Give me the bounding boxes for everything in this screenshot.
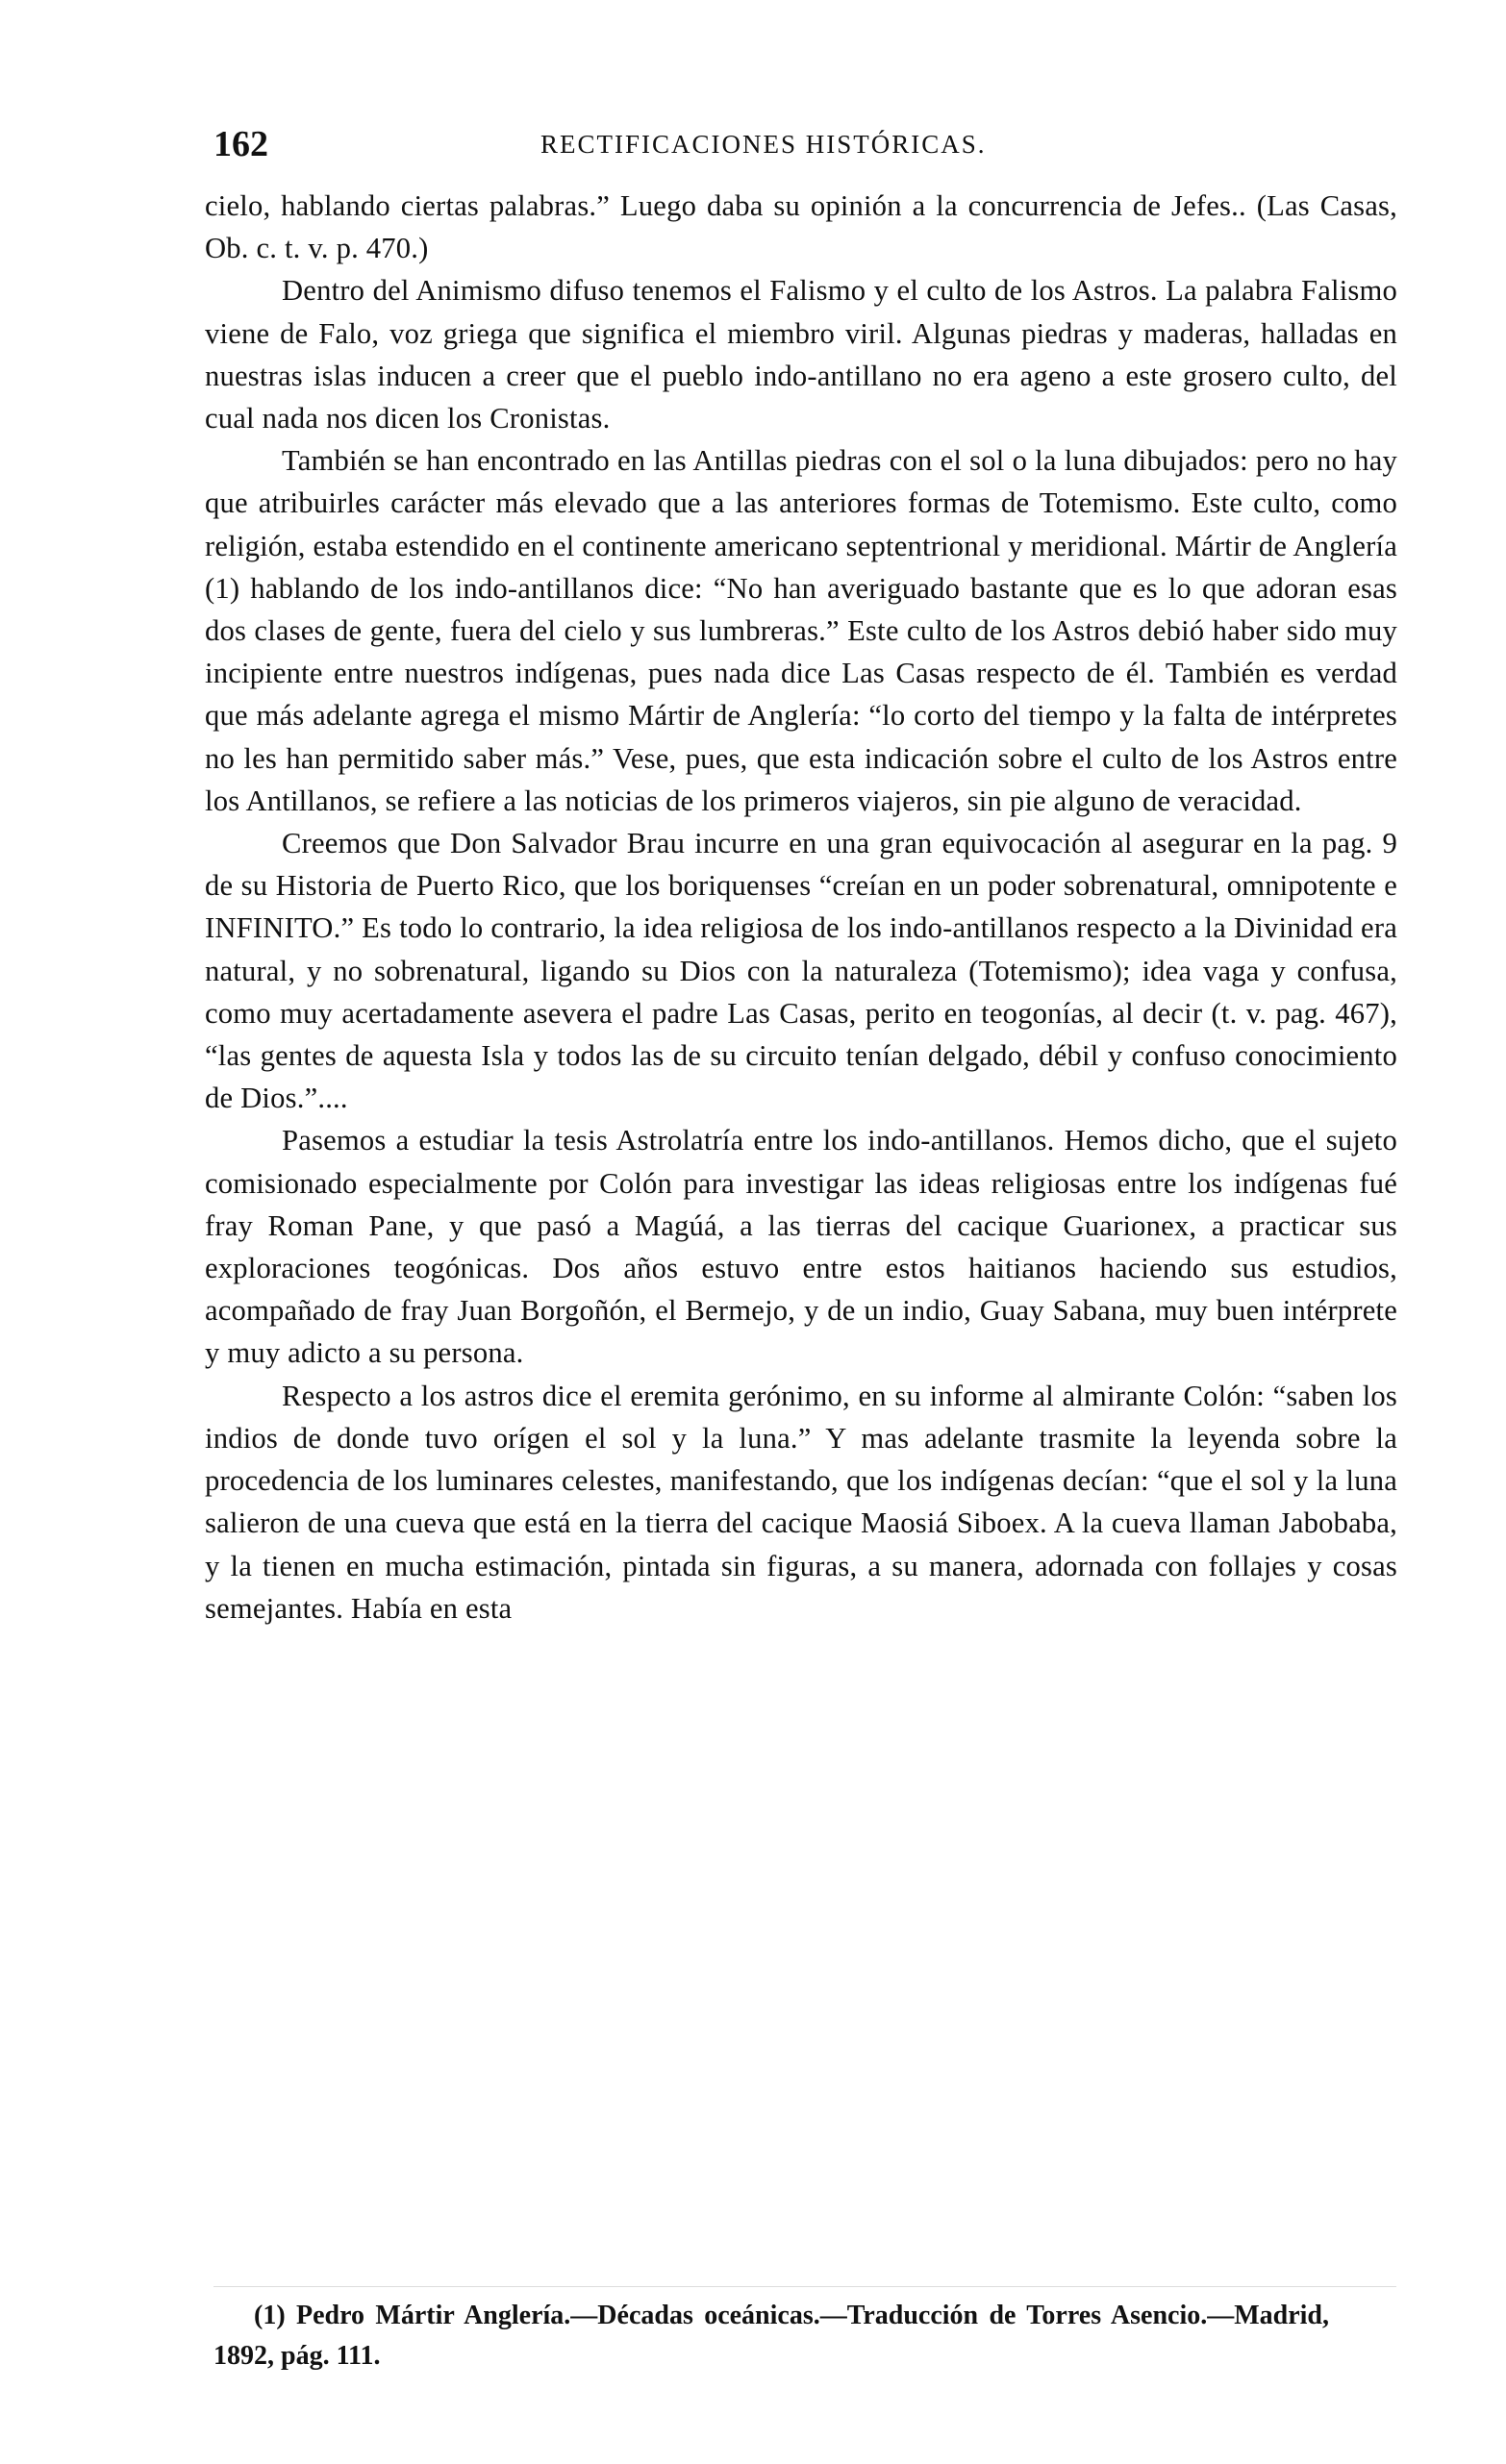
footnote <box>213 2296 1329 2377</box>
footnote-text: Pedro Mártir Anglería.—Décadas oceánicas.—Traducción de Torres Asencio.—Madrid, 1892, pág. 111. <box>213 2301 1329 2371</box>
paragraph-antillas-piedras: También se han encontrado en las Antillas piedras con el sol o la luna dibujados: pero no hay que atribuirles carácter más elevado que a las anteriores formas de Totemismo. Este culto, como religión, estaba estendido en el continente americano septentrional y meridional. Mártir de Anglería (1) hablando de los indo-antillanos dice: “No han averiguado bastante que es lo que adoran esas dos clases de gente, fuera del cielo y sus lumbreras.” Este culto de los Astros debió haber sido muy incipiente entre nuestros indígenas, pues nada dice Las Casas respecto de él. También es verdad que más adelante agrega el mismo Mártir de Anglería: “lo corto del tiempo y la falta de intérpretes no les han permitido saber más.” Vese, pues, que esta indicación sobre el culto de los Astros entre los Antillanos, se refiere a las noticias de los primeros viajeros, sin pie alguno de veracidad. <box>205 444 1397 817</box>
running-title: RECTIFICACIONES HISTÓRICAS. <box>540 130 987 159</box>
footnote-marker: (1) <box>254 2301 286 2330</box>
paragraph-astros-leyenda: Respecto a los astros dice el eremita gerónimo, en su informe al almirante Colón: “saben los indios de donde tuvo orígen el sol y la luna.” Y mas adelante trasmite la leyenda sobre la procedencia de los luminares celestes, manifestando, que los indígenas decían: “que el sol y la luna salieron de una cueva que está en la tierra del cacique Maosiá Siboex. A la cueva llaman Jabobaba, y la tienen en mucha estimación, pintada sin figuras, a su manera, adornada con follajes y cosas semejantes. Había en esta <box>205 1379 1397 1625</box>
footnote-divider <box>213 2286 1396 2287</box>
page-number: 162 <box>213 124 268 164</box>
paragraph-astrolatria: Pasemos a estudiar la tesis Astrolatría entre los indo-antillanos. Hemos dicho, que el sujeto comisionado especialmente por Colón para investigar las ideas religiosas entre los indígenas fué fray Roman Pane, y que pasó a Magúá, a las tierras del cacique Guarionex, a practicar sus exploraciones teogónicas. Dos años estuvo entre estos haitianos haciendo sus estudios, acompañado de fray Juan Borgoñón, el Bermejo, y de un indio, Guay Sabana, muy buen intérprete y muy adicto a su persona. <box>205 1124 1397 1370</box>
body-text <box>205 185 1397 1630</box>
paragraph-continuation: cielo, hablando ciertas palabras.” Luego daba su opinión a la concurrencia de Jefes.. (Las Casas, Ob. c. t. v. p. 470.) <box>205 189 1397 265</box>
paragraph-falismo: Dentro del Animismo difuso tenemos el Falismo y el culto de los Astros. La palabra Falismo viene de Falo, voz griega que significa el miembro viril. Algunas piedras y maderas, halladas en nuestras islas inducen a creer que el pueblo indo-antillano no era ageno a este grosero culto, del cual nada nos dicen los Cronistas. <box>205 274 1397 436</box>
paragraph-salvador-brau: Creemos que Don Salvador Brau incurre en una gran equivocación al asegurar en la pag. 9 de su Historia de Puerto Rico, que los boriquenses “creían en un poder sobrenatural, omnipotente e INFINITO.” Es todo lo contrario, la idea religiosa de los indo-antillanos respecto a la Divinidad era natural, y no sobrenatural, ligando su Dios con la naturaleza (Totemismo); idea vaga y confusa, como muy acertadamente asevera el padre Las Casas, perito en teogonías, al decir (t. v. pag. 467), “las gentes de aquesta Isla y todos las de su circuito tenían delgado, débil y confuso conocimiento de Dios.”.... <box>205 827 1397 1115</box>
page-header <box>213 115 1394 173</box>
